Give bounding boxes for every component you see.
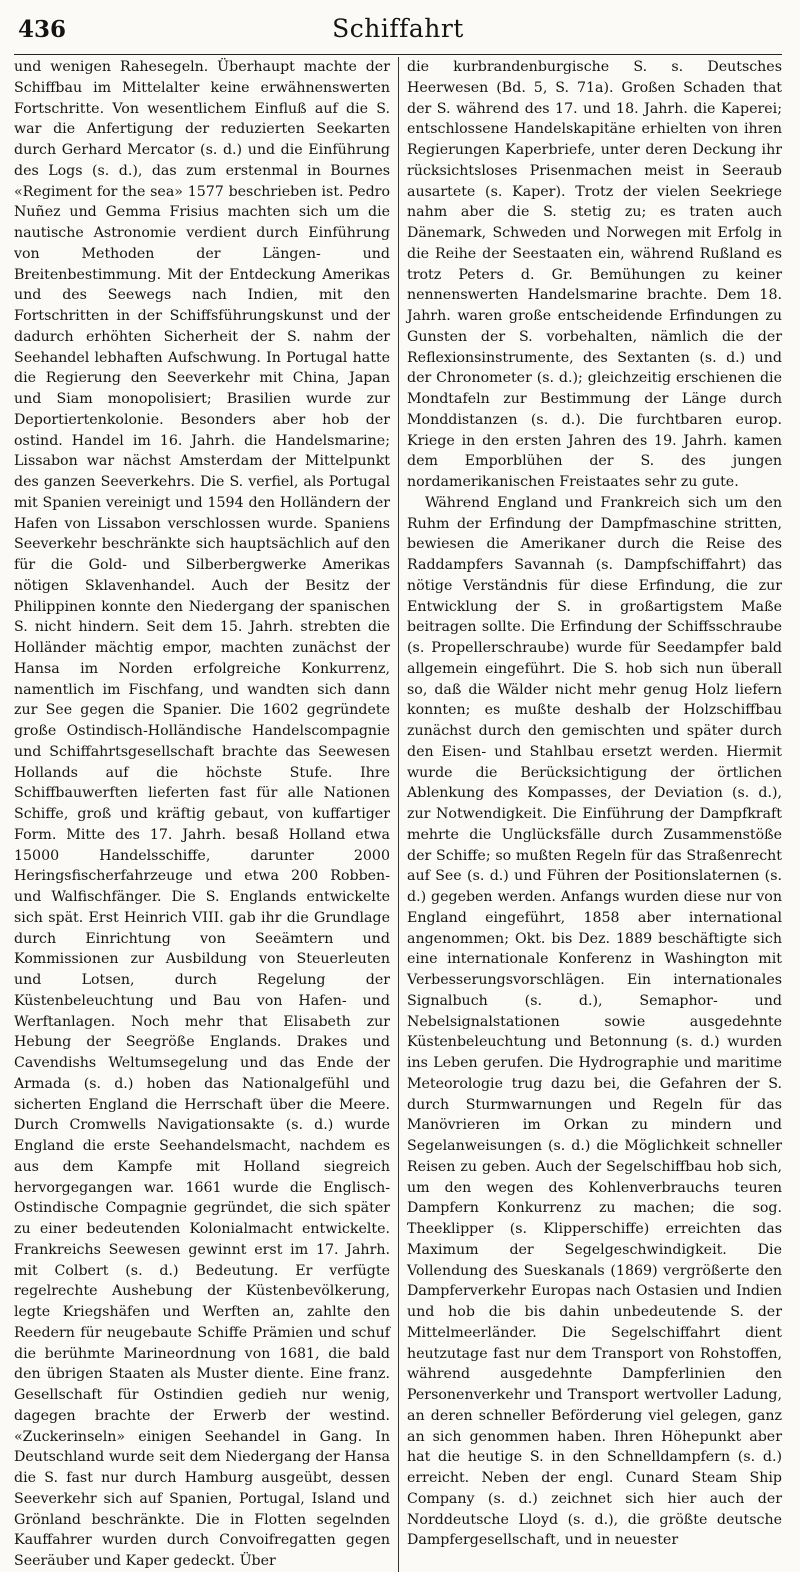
right-column [398,57,782,1572]
page-header [14,10,782,55]
text-columns [14,57,782,1572]
right-paragraph-1: die kurbrandenburgische S. s. Deutsches Heerwesen (Bd. 5, S. 71a). Großen Schaden that der S. während des 17. und 18. Jahrh. die Kaperei; entschlossene Handelskapitäne erhielten von ihren Regierungen Kaperbriefe, unter deren Deckung ihr rücksichtsloses Prisenmachen meist in Seeraub ausartete (s. Kaper). Trotz der vielen Seekriege nahm aber die S. stetig zu; es traten auch Dänemark, Schweden und Norwegen mit Erfolg in die Reihe der Seestaaten ein, während Rußland es trotz Peters d. Gr. Bemühungen zu keiner nennenswerten Handelsmarine brachte. Dem 18. Jahrh. waren große entscheidende Erfindungen zu Gunsten der S. vorbehalten, nämlich die der Reflexionsinstrumente, des Sextanten (s. d.) und der Chronometer (s. d.); gleichzeitig erschienen die Mondtafeln zur Bestimmung der Länge durch Monddistanzen (s. d.). Die furchtbaren europ. Kriege in den ersten Jahren des 19. Jahrh. kamen dem Emporblühen der S. des jungen nordamerikanischen Freistaates sehr zu gute. [407,59,782,490]
page-number: 436 [18,16,67,43]
left-column [14,57,398,1572]
left-paragraph-1: und wenigen Rahesegeln. Überhaupt machte der Schiffbau im Mittelalter keine erwähnenswerten Fortschritte. Von wesentlichem Einfluß auf die S. war die Anfertigung der reduzierten Seekarten durch Gerhard Mercator (s. d.) und die Einführung des Logs (s. d.), das zum erstenmal in Bournes «Regiment for the sea» 1577 beschrieben ist. Pedro Nuñez und Gemma Frisius machten sich um die nautische Astronomie verdient durch Einführung von Methoden der Längen- und Breitenbestimmung. Mit der Entdeckung Amerikas und des Seewegs nach Indien, mit den Fortschritten in der Schiffsführungskunst und der dadurch erhöhten Sicherheit der S. nahm der Seehandel lebhaften Aufschwung. In Portugal hatte die Regierung den Seeverkehr mit China, Japan und Siam monopolisiert; Brasilien wurde zur Deportiertenkolonie. Besonders aber hob der ostind. Handel im 16. Jahrh. die Handelsmarine; Lissabon war nächst Amsterdam der Mittelpunkt des ganzen Seeverkehrs. Die S. verfiel, als Portugal mit Spanien vereinigt und 1594 den Holländern der Hafen von Lissabon verschlossen wurde. Spaniens Seeverkehr beschränkte sich hauptsächlich auf den für die Gold- und Silberbergwerke Amerikas nötigen Sklavenhandel. Auch der Besitz der Philippinen konnte den Niedergang der spanischen S. nicht hindern. Seit dem 15. Jahrh. strebten die Holländer mächtig empor, machten zunächst der Hansa im Norden erfolgreiche Konkurrenz, namentlich im Fischfang, und wandten sich dann zur See gegen die Spanier. Die 1602 gegründete große Ostindisch-Holländische Handelscompagnie und Schiffahrtsgesellschaft brachte das Seewesen Hollands auf die höchste Stufe. Ihre Schiffbauwerften lieferten fast für alle Nationen Schiffe, groß und kräftig gebaut, von kuffartiger Form. Mitte des 17. Jahrh. besaß Holland etwa 15000 Handelsschiffe, darunter 2000 Heringsfischerfahrzeuge und etwa 200 Robben- und Walfischfänger. Die S. Englands entwickelte sich spät. Erst Heinrich VIII. gab ihr die Grundlage durch Einrichtung von Seeämtern und Kommissionen zur Ausbildung von Steuerleuten und Lotsen, durch Regelung der Küstenbeleuchtung und Bau von Hafen- und Werftanlagen. Noch mehr that Elisabeth zur Hebung der Seegröße Englands. Drakes und Cavendishs Weltumsegelung und das Ende der Armada (s. d.) hoben das Nationalgefühl und sicherten England die Herrschaft über die Meere. Durch Cromwells Navigationsakte (s. d.) wurde England die erste Seehandelsmacht, nachdem es aus dem Kampfe mit Holland siegreich hervorgegangen war. 1661 wurde die Englisch-Ostindische Compagnie gegründet, die sich später zu einer bedeutenden Kolonialmacht entwickelte. Frankreichs Seewesen gewinnt erst im 17. Jahrh. mit Colbert (s. d.) Bedeutung. Er verfügte regelrechte Aushebung der Küstenbevölkerung, legte Kriegshäfen und Werften an, zahlte den Reedern für neugebaute Schiffe Prämien und schuf die berühmte Marineordnung von 1681, die bald den übrigen Staaten als Muster diente. Eine franz. Gesellschaft für Ostindien gedieh nur wenig, dagegen brachte der Erwerb der westind. «Zuckerinseln» einigen Seehandel in Gang. In Deutschland wurde seit dem Niedergang der Hansa die S. fast nur durch Hamburg ausgeübt, dessen Seeverkehr sich auf Spanien, Portugal, Island und Grönland beschränkte. Die in Flotten segelnden Kauffahrer wurden durch Convoifregatten gegen Seeräuber und Kaper gedeckt. Über [14,59,390,1569]
running-head: Schiffahrt [332,14,464,43]
right-paragraph-2: Während England und Frankreich sich um den Ruhm der Erfindung der Dampfmaschine stritten, bewiesen die Amerikaner durch die Reise des Raddampfers Savannah (s. Dampfschiffahrt) das nötige Verständnis für diese Erfindung, die zur Entwicklung der S. in großartigstem Maße beitragen sollte. Die Erfindung der Schiffsschraube (s. Propellerschraube) wurde für Seedampfer bald allgemein eingeführt. Die S. hob sich nun überall so, daß die Wälder nicht mehr genug Holz liefern konnten; es mußte deshalb der Holzschiffbau zunächst durch den gemischten und später durch den Eisen- und Stahlbau ersetzt werden. Hiermit wurde die Berücksichtigung der örtlichen Ablenkung des Kompasses, der Deviation (s. d.), zur Notwendigkeit. Die Einführung der Dampfkraft mehrte die Unglücksfälle durch Zusammenstöße der Schiffe; so mußten Regeln für das Straßenrecht auf See (s. d.) und Führen der Positionslaternen (s. d.) gegeben werden. Anfangs wurden diese nur von England eingeführt, 1858 aber international angenommen; Okt. bis Dez. 1889 beschäftigte sich eine internationale Konferenz in Washington mit Verbesserungsvorschlägen. Ein internationales Signalbuch (s. d.), Semaphor- und Nebelsignalstationen sowie ausgedehnte Küstenbeleuchtung und Betonnung (s. d.) wurden ins Leben gerufen. Die Hydrographie und maritime Meteorologie trug dazu bei, die Gefahren der S. durch Sturmwarnungen und Regeln für das Manövrieren im Orkan zu mindern und Segelanweisungen (s. d.) die Möglichkeit schneller Reisen zu geben. Auch der Segelschiffbau hob sich, um den wegen des Kohlenverbrauchs teuren Dampfern Konkurrenz zu machen; die sog. Theeklipper (s. Klipperschiffe) erreichten das Maximum der Segelgeschwindigkeit. Die Vollendung des Sueskanals (1869) vergrößerte den Dampferverkehr Europas nach Ostasien und Indien und hob die bis dahin unbedeutende S. der Mittelmeerländer. Die Segelschiffahrt dient heutzutage fast nur dem Transport von Rohstoffen, während ausgedehnte Dampferlinien den Personenverkehr und Transport wertvoller Ladung, an deren schneller Beförderung viel gelegen, ganz an sich genommen haben. Ihren Höhepunkt aber hat die heutige S. in den Schnelldampfern (s. d.) erreicht. Neben der engl. Cunard Steam Ship Company (s. d.) zeichnet sich hier auch der Norddeutsche Lloyd (s. d.), die größte deutsche Dampfergesellschaft, und in neuester [407,494,782,1549]
